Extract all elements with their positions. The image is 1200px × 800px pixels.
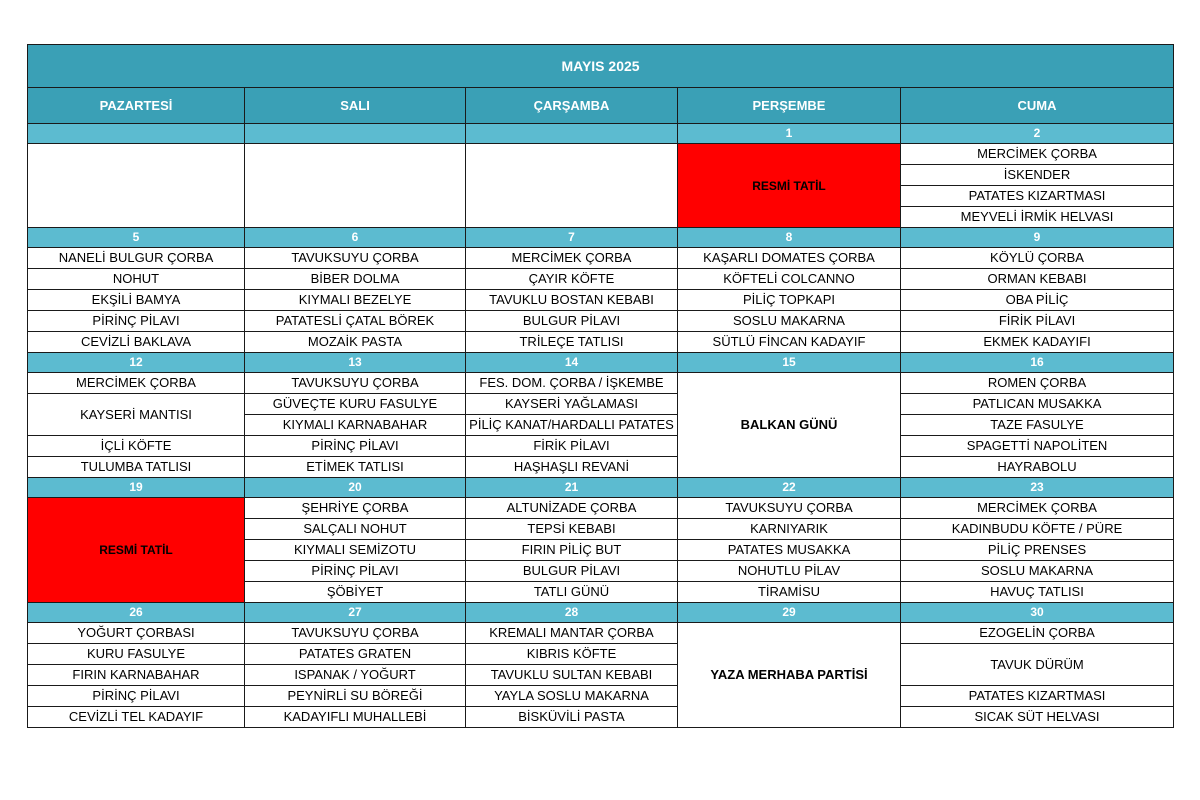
menu-item: TEPSİ KEBABI xyxy=(466,519,678,540)
menu-item: SPAGETTİ NAPOLİTEN xyxy=(901,436,1174,457)
date-number-wednesday: 21 xyxy=(466,478,678,498)
menu-item: FES. DOM. ÇORBA / İŞKEMBE xyxy=(466,373,678,394)
menu-item: KURU FASULYE xyxy=(28,644,245,665)
menu-item: SALÇALI NOHUT xyxy=(245,519,466,540)
menu-item: TAVUKLU BOSTAN KEBABI xyxy=(466,290,678,311)
menu-item: TAVUKSUYU ÇORBA xyxy=(678,498,901,519)
menu-row xyxy=(28,373,1174,394)
menu-item: KARNIYARIK xyxy=(678,519,901,540)
menu-item: BULGUR PİLAVI xyxy=(466,311,678,332)
week-number-row xyxy=(28,124,1174,144)
menu-item: YAYLA SOSLU MAKARNA xyxy=(466,686,678,707)
menu-row xyxy=(28,436,1174,457)
date-number-thursday: 22 xyxy=(678,478,901,498)
menu-item: FİRİK PİLAVI xyxy=(466,436,678,457)
menu-item: MERCİMEK ÇORBA xyxy=(901,144,1174,165)
date-number-thursday: 8 xyxy=(678,228,901,248)
menu-item: PEYNİRLİ SU BÖREĞİ xyxy=(245,686,466,707)
menu-item: CEVİZLİ TEL KADAYIF xyxy=(28,707,245,728)
day-name-monday: PAZARTESİ xyxy=(28,88,245,124)
menu-item: FİRİK PİLAVI xyxy=(901,311,1174,332)
menu-item: NOHUT xyxy=(28,269,245,290)
date-number-wednesday: 28 xyxy=(466,603,678,623)
menu-item: İSKENDER xyxy=(901,165,1174,186)
menu-row xyxy=(28,457,1174,478)
date-number-monday: 26 xyxy=(28,603,245,623)
menu-item: PATATES KIZARTMASI xyxy=(901,686,1174,707)
date-number-friday: 2 xyxy=(901,124,1174,144)
menu-item: BİBER DOLMA xyxy=(245,269,466,290)
menu-item: TAVUKLU SULTAN KEBABI xyxy=(466,665,678,686)
menu-item: KAŞARLI DOMATES ÇORBA xyxy=(678,248,901,269)
day-name-wednesday: ÇARŞAMBA xyxy=(466,88,678,124)
date-number-wednesday: 7 xyxy=(466,228,678,248)
menu-item: EKŞİLİ BAMYA xyxy=(28,290,245,311)
menu-item: FIRIN KARNABAHAR xyxy=(28,665,245,686)
week-number-row xyxy=(28,478,1174,498)
menu-item: MOZAİK PASTA xyxy=(245,332,466,353)
menu-item: MERCİMEK ÇORBA xyxy=(28,373,245,394)
menu-item: PİRİNÇ PİLAVI xyxy=(245,561,466,582)
menu-item: ÇAYIR KÖFTE xyxy=(466,269,678,290)
menu-item: SÜTLÜ FİNCAN KADAYIF xyxy=(678,332,901,353)
menu-row xyxy=(28,269,1174,290)
menu-row xyxy=(28,394,1174,415)
menu-item: EZOGELİN ÇORBA xyxy=(901,623,1174,644)
holiday-cell: RESMİ TATİL xyxy=(28,498,245,603)
date-number-monday: 19 xyxy=(28,478,245,498)
menu-row xyxy=(28,311,1174,332)
menu-item: FIRIN PİLİÇ BUT xyxy=(466,540,678,561)
menu-item: TULUMBA TATLISI xyxy=(28,457,245,478)
date-number-thursday: 29 xyxy=(678,603,901,623)
menu-item: BULGUR PİLAVI xyxy=(466,561,678,582)
menu-item: KÖYLÜ ÇORBA xyxy=(901,248,1174,269)
menu-item: PİRİNÇ PİLAVI xyxy=(245,436,466,457)
menu-row xyxy=(28,290,1174,311)
menu-item: PİLİÇ PRENSES xyxy=(901,540,1174,561)
menu-item: KADAYIFLI MUHALLEBİ xyxy=(245,707,466,728)
menu-item: KIBRIS KÖFTE xyxy=(466,644,678,665)
menu-item: PATATES GRATEN xyxy=(245,644,466,665)
menu-row xyxy=(28,498,1174,519)
day-names-row xyxy=(28,88,1174,124)
menu-item: KAYSERİ MANTISI xyxy=(28,394,245,436)
menu-item: YOĞURT ÇORBASI xyxy=(28,623,245,644)
date-number-tuesday: 13 xyxy=(245,353,466,373)
menu-item: ETİMEK TATLISI xyxy=(245,457,466,478)
menu-item: MEYVELİ İRMİK HELVASI xyxy=(901,207,1174,228)
menu-item: GÜVEÇTE KURU FASULYE xyxy=(245,394,466,415)
week-number-row xyxy=(28,603,1174,623)
menu-calendar-table xyxy=(27,44,1174,728)
menu-item: HAYRABOLU xyxy=(901,457,1174,478)
menu-row xyxy=(28,644,1174,665)
day-name-thursday: PERŞEMBE xyxy=(678,88,901,124)
menu-item: KIYMALI SEMİZOTU xyxy=(245,540,466,561)
date-number-tuesday xyxy=(245,124,466,144)
menu-item: ŞEHRİYE ÇORBA xyxy=(245,498,466,519)
menu-item: KIYMALI BEZELYE xyxy=(245,290,466,311)
menu-item: MERCİMEK ÇORBA xyxy=(466,248,678,269)
menu-item: HAŞHAŞLI REVANİ xyxy=(466,457,678,478)
date-number-friday: 23 xyxy=(901,478,1174,498)
menu-item: HAVUÇ TATLISI xyxy=(901,582,1174,603)
menu-item: SICAK SÜT HELVASI xyxy=(901,707,1174,728)
menu-item: ISPANAK / YOĞURT xyxy=(245,665,466,686)
menu-item: KÖFTELİ COLCANNO xyxy=(678,269,901,290)
calendar-body xyxy=(28,45,1174,728)
menu-item: PATLICAN MUSAKKA xyxy=(901,394,1174,415)
menu-item: ROMEN ÇORBA xyxy=(901,373,1174,394)
menu-item: BİSKÜVİLİ PASTA xyxy=(466,707,678,728)
menu-item: TAZE FASULYE xyxy=(901,415,1174,436)
menu-item: NANELİ BULGUR ÇORBA xyxy=(28,248,245,269)
holiday-cell: RESMİ TATİL xyxy=(678,144,901,228)
menu-item: ORMAN KEBABI xyxy=(901,269,1174,290)
date-number-tuesday: 6 xyxy=(245,228,466,248)
week-number-row xyxy=(28,228,1174,248)
date-number-monday: 12 xyxy=(28,353,245,373)
menu-item: OBA PİLİÇ xyxy=(901,290,1174,311)
empty-day-cell xyxy=(28,144,245,228)
menu-item: TAVUK DÜRÜM xyxy=(901,644,1174,686)
empty-day-cell xyxy=(466,144,678,228)
menu-item: İÇLİ KÖFTE xyxy=(28,436,245,457)
menu-item: SOSLU MAKARNA xyxy=(678,311,901,332)
menu-item: MERCİMEK ÇORBA xyxy=(901,498,1174,519)
date-number-friday: 30 xyxy=(901,603,1174,623)
menu-item: EKMEK KADAYIFI xyxy=(901,332,1174,353)
menu-row xyxy=(28,248,1174,269)
menu-item: KADINBUDU KÖFTE / PÜRE xyxy=(901,519,1174,540)
menu-item: PİRİNÇ PİLAVI xyxy=(28,311,245,332)
menu-item: PATATES KIZARTMASI xyxy=(901,186,1174,207)
menu-item: CEVİZLİ BAKLAVA xyxy=(28,332,245,353)
day-name-friday: CUMA xyxy=(901,88,1174,124)
date-number-thursday: 1 xyxy=(678,124,901,144)
menu-item: KREMALI MANTAR ÇORBA xyxy=(466,623,678,644)
menu-row xyxy=(28,707,1174,728)
menu-row xyxy=(28,332,1174,353)
menu-item: SOSLU MAKARNA xyxy=(901,561,1174,582)
menu-row xyxy=(28,686,1174,707)
menu-item: KIYMALI KARNABAHAR xyxy=(245,415,466,436)
day-name-tuesday: SALI xyxy=(245,88,466,124)
menu-row xyxy=(28,144,1174,165)
menu-item: TAVUKSUYU ÇORBA xyxy=(245,623,466,644)
date-number-friday: 16 xyxy=(901,353,1174,373)
date-number-monday: 5 xyxy=(28,228,245,248)
date-number-monday xyxy=(28,124,245,144)
week-number-row xyxy=(28,353,1174,373)
menu-item: TATLI GÜNÜ xyxy=(466,582,678,603)
menu-item: TAVUKSUYU ÇORBA xyxy=(245,373,466,394)
menu-item: ŞÖBİYET xyxy=(245,582,466,603)
date-number-tuesday: 27 xyxy=(245,603,466,623)
special-event-cell: YAZA MERHABA PARTİSİ xyxy=(678,623,901,728)
date-number-friday: 9 xyxy=(901,228,1174,248)
menu-item: PATATESLİ ÇATAL BÖREK xyxy=(245,311,466,332)
menu-item: TRİLEÇE TATLISI xyxy=(466,332,678,353)
date-number-tuesday: 20 xyxy=(245,478,466,498)
menu-item: PATATES MUSAKKA xyxy=(678,540,901,561)
title-row xyxy=(28,45,1174,88)
menu-item: ALTUNİZADE ÇORBA xyxy=(466,498,678,519)
menu-row xyxy=(28,623,1174,644)
menu-item: NOHUTLU PİLAV xyxy=(678,561,901,582)
menu-item: TAVUKSUYU ÇORBA xyxy=(245,248,466,269)
calendar-title: MAYIS 2025 xyxy=(28,45,1174,88)
menu-item: PİLİÇ TOPKAPI xyxy=(678,290,901,311)
menu-item: KAYSERİ YAĞLAMASI xyxy=(466,394,678,415)
menu-item: PİLİÇ KANAT/HARDALLI PATATES xyxy=(466,415,678,436)
menu-item: TİRAMİSU xyxy=(678,582,901,603)
empty-day-cell xyxy=(245,144,466,228)
special-event-cell: BALKAN GÜNÜ xyxy=(678,373,901,478)
date-number-wednesday xyxy=(466,124,678,144)
date-number-wednesday: 14 xyxy=(466,353,678,373)
date-number-thursday: 15 xyxy=(678,353,901,373)
menu-item: PİRİNÇ PİLAVI xyxy=(28,686,245,707)
